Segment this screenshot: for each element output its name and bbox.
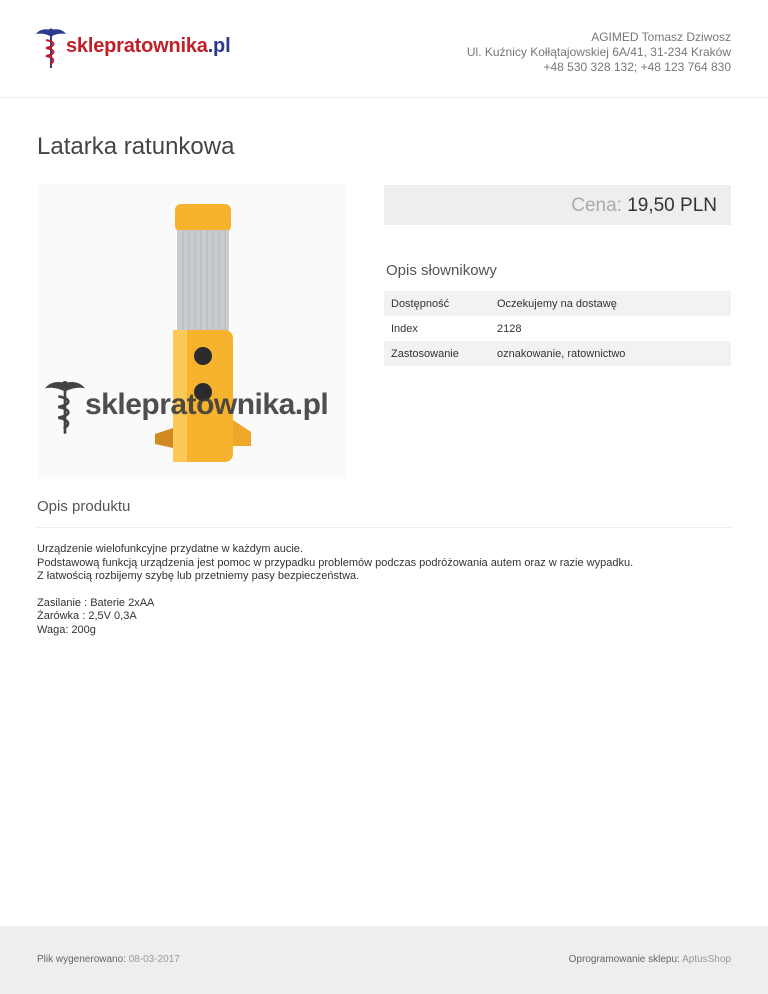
watermark-text: sklepratownika.pl [85, 388, 329, 421]
company-name: AGIMED Tomasz Dziwosz [591, 30, 731, 44]
dictionary-table [384, 291, 731, 366]
product-image [37, 184, 347, 479]
spec-line: Waga: 200g [37, 623, 96, 636]
caduceus-icon [45, 376, 85, 438]
price-value: 19,50 PLN [627, 195, 717, 216]
logo-text: sklepratownika.pl [66, 35, 231, 57]
spec-line: Zasilanie : Baterie 2xAA [37, 596, 155, 609]
generated-info [37, 954, 180, 965]
software-info [569, 954, 731, 965]
description-line: Podstawową funkcją urządzenia jest pomoc w przypadku problemów podczas podróżowania autem oraz w razie wypadku. [37, 556, 634, 569]
price-box [384, 185, 731, 225]
shop-logo[interactable] [36, 26, 236, 70]
row-value: 2128 [497, 322, 522, 335]
dictionary-title: Opis słownikowy [386, 262, 497, 279]
description-line: Urządzenie wielofunkcyjne przydatne w każdym aucie. [37, 543, 303, 555]
generated-label: Plik wygenerowano: [37, 954, 126, 965]
product-description [37, 543, 731, 637]
spec-line: Żarówka : 2,5V 0,3A [37, 610, 137, 622]
table-row [384, 341, 731, 366]
company-info [467, 30, 731, 75]
page-header [0, 0, 768, 98]
row-value: Oczekujemy na dostawę [490, 291, 731, 316]
caduceus-icon [36, 26, 66, 70]
image-watermark [43, 380, 343, 440]
software-link[interactable]: AptusShop [682, 954, 731, 965]
price-label: Cena: [571, 195, 622, 216]
company-phone: +48 530 328 132; +48 123 764 830 [543, 60, 731, 74]
page-footer [0, 926, 768, 994]
software-label: Oprogramowanie sklepu: [568, 954, 680, 965]
row-value: oznakowanie, ratownictwo [490, 341, 731, 366]
generated-date: 08-03-2017 [128, 954, 180, 965]
table-row [384, 291, 731, 316]
description-line: Z łatwością rozbijemy szybę lub przetniemy pasy bezpieczeństwa. [37, 570, 360, 582]
company-address: Ul. Kuźnicy Kołłątajowskiej 6A/41, 31-234 Kraków [466, 45, 731, 59]
row-key: Zastosowanie [384, 341, 490, 366]
table-row [384, 316, 731, 341]
row-key: Dostępność [384, 291, 490, 316]
description-title: Opis produktu [37, 498, 131, 515]
price [571, 195, 717, 217]
row-key: Index [391, 322, 418, 335]
spacer [37, 584, 731, 597]
divider [37, 527, 731, 528]
product-title: Latarka ratunkowa [37, 133, 235, 160]
